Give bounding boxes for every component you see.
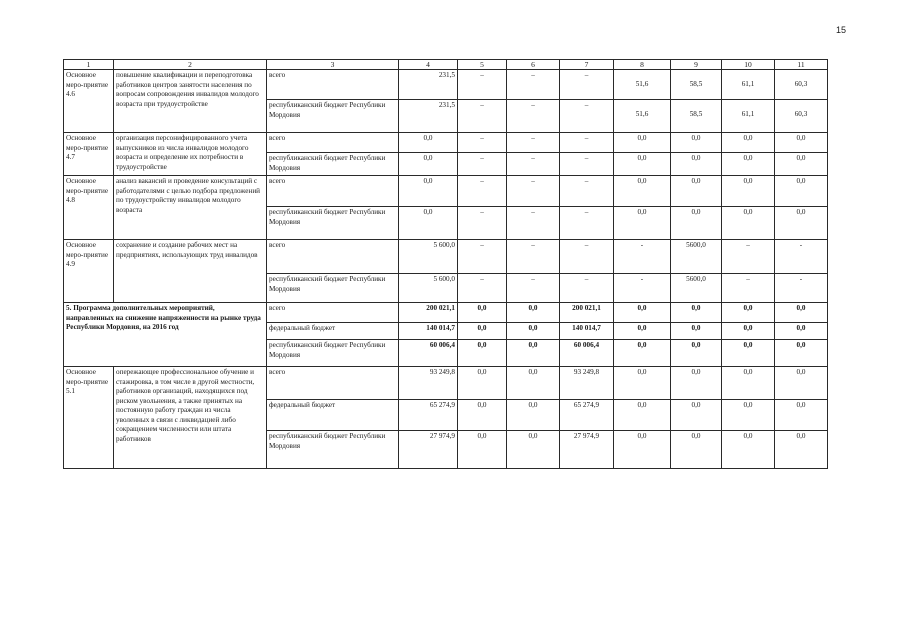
value-cell: 140 014,7: [399, 323, 458, 340]
funding-source: федеральный бюджет: [267, 400, 399, 431]
value-cell: 140 014,7: [560, 323, 614, 340]
value-cell: 0,0: [722, 323, 775, 340]
value-cell: –: [722, 274, 775, 303]
value-cell: –: [458, 240, 507, 274]
funding-source: всего: [267, 240, 399, 274]
value-cell: 0,0: [671, 367, 722, 400]
value-cell: –: [507, 274, 560, 303]
value-cell: 5 600,0: [399, 240, 458, 274]
table-row: [64, 176, 828, 207]
budget-table: [63, 59, 828, 469]
table-row: [64, 133, 828, 153]
value-cell: –: [458, 207, 507, 240]
value-cell: 0,0: [775, 323, 828, 340]
value-cell: –: [560, 133, 614, 153]
value-cell: 0,0: [458, 400, 507, 431]
funding-source: республиканский бюджет Республики Мордовия: [267, 340, 399, 367]
table-row: [64, 70, 828, 100]
value-cell: –: [458, 100, 507, 133]
value-cell: 200 021,1: [399, 303, 458, 323]
value-cell: –: [560, 70, 614, 100]
measure-name: анализ вакансий и проведение консультаций с работодателями с целью подбора предложений по трудоустройству инвалидов молодого возраста: [114, 176, 267, 240]
value-cell: 0,0: [775, 133, 828, 153]
value-cell: 0,0: [775, 153, 828, 176]
value-cell: –: [507, 153, 560, 176]
budget-table-sheet: [63, 59, 827, 469]
value-cell: 0,0: [614, 176, 671, 207]
value-cell: 0,0: [507, 431, 560, 469]
funding-source: всего: [267, 176, 399, 207]
value-cell: 51,6: [614, 70, 671, 100]
col-header: 8: [614, 60, 671, 70]
value-cell: 58,5: [671, 100, 722, 133]
value-cell: 51,6: [614, 100, 671, 133]
col-header: 10: [722, 60, 775, 70]
value-cell: 0,0: [507, 367, 560, 400]
value-cell: 0,0: [722, 133, 775, 153]
value-cell: 61,1: [722, 100, 775, 133]
value-cell: 61,1: [722, 70, 775, 100]
value-cell: 0,0: [671, 133, 722, 153]
measure-name: сохранение и создание рабочих мест на предприятиях, использующих труд инвалидов: [114, 240, 267, 303]
value-cell: 60 006,4: [560, 340, 614, 367]
value-cell: -: [614, 274, 671, 303]
value-cell: 200 021,1: [560, 303, 614, 323]
value-cell: 0,0: [458, 340, 507, 367]
measure-code: Основное меро-приятие 4.6: [64, 70, 114, 133]
value-cell: 0,0: [722, 400, 775, 431]
value-cell: –: [458, 274, 507, 303]
value-cell: –: [458, 153, 507, 176]
col-header: 4: [399, 60, 458, 70]
value-cell: 0,0: [775, 207, 828, 240]
value-cell: 0,0: [614, 207, 671, 240]
value-cell: 231,5: [399, 100, 458, 133]
funding-source: всего: [267, 303, 399, 323]
value-cell: 0,0: [775, 176, 828, 207]
value-cell: 27 974,9: [399, 431, 458, 469]
value-cell: 0,0: [722, 153, 775, 176]
funding-source: республиканский бюджет Республики Мордовия: [267, 100, 399, 133]
value-cell: 93 249,8: [399, 367, 458, 400]
funding-source: всего: [267, 70, 399, 100]
value-cell: 0,0: [722, 207, 775, 240]
value-cell: 0,0: [775, 340, 828, 367]
value-cell: 0,0: [722, 367, 775, 400]
value-cell: 0,0: [507, 323, 560, 340]
value-cell: 0,0: [671, 340, 722, 367]
value-cell: 0,0: [458, 367, 507, 400]
value-cell: 58,5: [671, 70, 722, 100]
value-cell: 0,0: [614, 340, 671, 367]
value-cell: 0,0: [775, 400, 828, 431]
value-cell: –: [507, 70, 560, 100]
col-header: 2: [114, 60, 267, 70]
table-row: [64, 240, 828, 274]
funding-source: федеральный бюджет: [267, 323, 399, 340]
value-cell: –: [507, 176, 560, 207]
value-cell: 0,0: [507, 303, 560, 323]
value-cell: 0,0: [722, 303, 775, 323]
value-cell: 0,0: [614, 400, 671, 431]
measure-code: Основное меро-приятие 4.9: [64, 240, 114, 303]
value-cell: –: [722, 240, 775, 274]
value-cell: 0,0: [614, 431, 671, 469]
funding-source: республиканский бюджет Республики Мордовия: [267, 207, 399, 240]
value-cell: 0,0: [399, 207, 458, 240]
value-cell: 0,0: [399, 176, 458, 207]
value-cell: 0,0: [775, 367, 828, 400]
value-cell: 65 274,9: [560, 400, 614, 431]
value-cell: 0,0: [458, 431, 507, 469]
value-cell: 27 974,9: [560, 431, 614, 469]
header-row: [64, 60, 828, 70]
col-header: 7: [560, 60, 614, 70]
value-cell: -: [614, 240, 671, 274]
value-cell: 0,0: [458, 323, 507, 340]
value-cell: 60 006,4: [399, 340, 458, 367]
funding-source: республиканский бюджет Республики Мордовия: [267, 153, 399, 176]
value-cell: 0,0: [722, 431, 775, 469]
funding-source: всего: [267, 367, 399, 400]
col-header: 9: [671, 60, 722, 70]
measure-name: опережающее профессиональное обучение и стажировка, в том числе в другой местности, работников организаций, находящихся под риском увольнения, а также принятых на постоянную работу граждан из числа уволенных в связи с ликвидацией либо сокращением численности или штата работников: [114, 367, 267, 469]
table-row: [64, 303, 828, 323]
value-cell: –: [560, 274, 614, 303]
value-cell: –: [507, 207, 560, 240]
value-cell: –: [507, 240, 560, 274]
table-row: [64, 367, 828, 400]
value-cell: 0,0: [775, 303, 828, 323]
funding-source: республиканский бюджет Республики Мордовия: [267, 431, 399, 469]
value-cell: 93 249,8: [560, 367, 614, 400]
program-title: 5. Программа дополнительных мероприятий, направленных на снижение напряженности на рынке труда Республики Мордовия, на 2016 год: [64, 303, 267, 367]
value-cell: 0,0: [507, 340, 560, 367]
measure-code: Основное меро-приятие 4.7: [64, 133, 114, 176]
col-header: 5: [458, 60, 507, 70]
value-cell: 0,0: [722, 176, 775, 207]
value-cell: 0,0: [671, 207, 722, 240]
value-cell: 0,0: [614, 367, 671, 400]
measure-code: Основное меро-приятие 4.8: [64, 176, 114, 240]
measure-code: Основное меро-приятие 5.1: [64, 367, 114, 469]
funding-source: республиканский бюджет Республики Мордовия: [267, 274, 399, 303]
value-cell: –: [458, 176, 507, 207]
value-cell: 0,0: [722, 340, 775, 367]
value-cell: –: [560, 153, 614, 176]
funding-source: всего: [267, 133, 399, 153]
value-cell: –: [560, 240, 614, 274]
value-cell: –: [560, 100, 614, 133]
value-cell: 60,3: [775, 100, 828, 133]
value-cell: 0,0: [399, 153, 458, 176]
value-cell: 0,0: [671, 303, 722, 323]
value-cell: -: [775, 274, 828, 303]
value-cell: –: [458, 70, 507, 100]
value-cell: 5600,0: [671, 240, 722, 274]
value-cell: 0,0: [614, 323, 671, 340]
value-cell: –: [507, 133, 560, 153]
page-number: 15: [836, 25, 847, 35]
value-cell: 0,0: [775, 431, 828, 469]
value-cell: 60,3: [775, 70, 828, 100]
value-cell: 0,0: [671, 400, 722, 431]
value-cell: 0,0: [458, 303, 507, 323]
value-cell: 0,0: [614, 303, 671, 323]
col-header: 3: [267, 60, 399, 70]
value-cell: 0,0: [671, 431, 722, 469]
value-cell: 0,0: [507, 400, 560, 431]
value-cell: –: [560, 176, 614, 207]
value-cell: 0,0: [614, 153, 671, 176]
value-cell: 5600,0: [671, 274, 722, 303]
value-cell: –: [458, 133, 507, 153]
value-cell: 0,0: [399, 133, 458, 153]
value-cell: 231,5: [399, 70, 458, 100]
measure-name: повышение квалификации и переподготовка работников центров занятости населения по вопросам сопровождения инвалидов молодого возраста при трудоустройстве: [114, 70, 267, 133]
value-cell: 5 600,0: [399, 274, 458, 303]
value-cell: –: [507, 100, 560, 133]
value-cell: 0,0: [671, 323, 722, 340]
value-cell: –: [560, 207, 614, 240]
measure-name: организация персонифицированного учета выпускников из числа инвалидов молодого возраста и определение их потребности в трудоустройстве: [114, 133, 267, 176]
value-cell: 65 274,9: [399, 400, 458, 431]
value-cell: 0,0: [614, 133, 671, 153]
value-cell: 0,0: [671, 153, 722, 176]
col-header: 6: [507, 60, 560, 70]
col-header: 1: [64, 60, 114, 70]
value-cell: 0,0: [671, 176, 722, 207]
value-cell: -: [775, 240, 828, 274]
col-header: 11: [775, 60, 828, 70]
